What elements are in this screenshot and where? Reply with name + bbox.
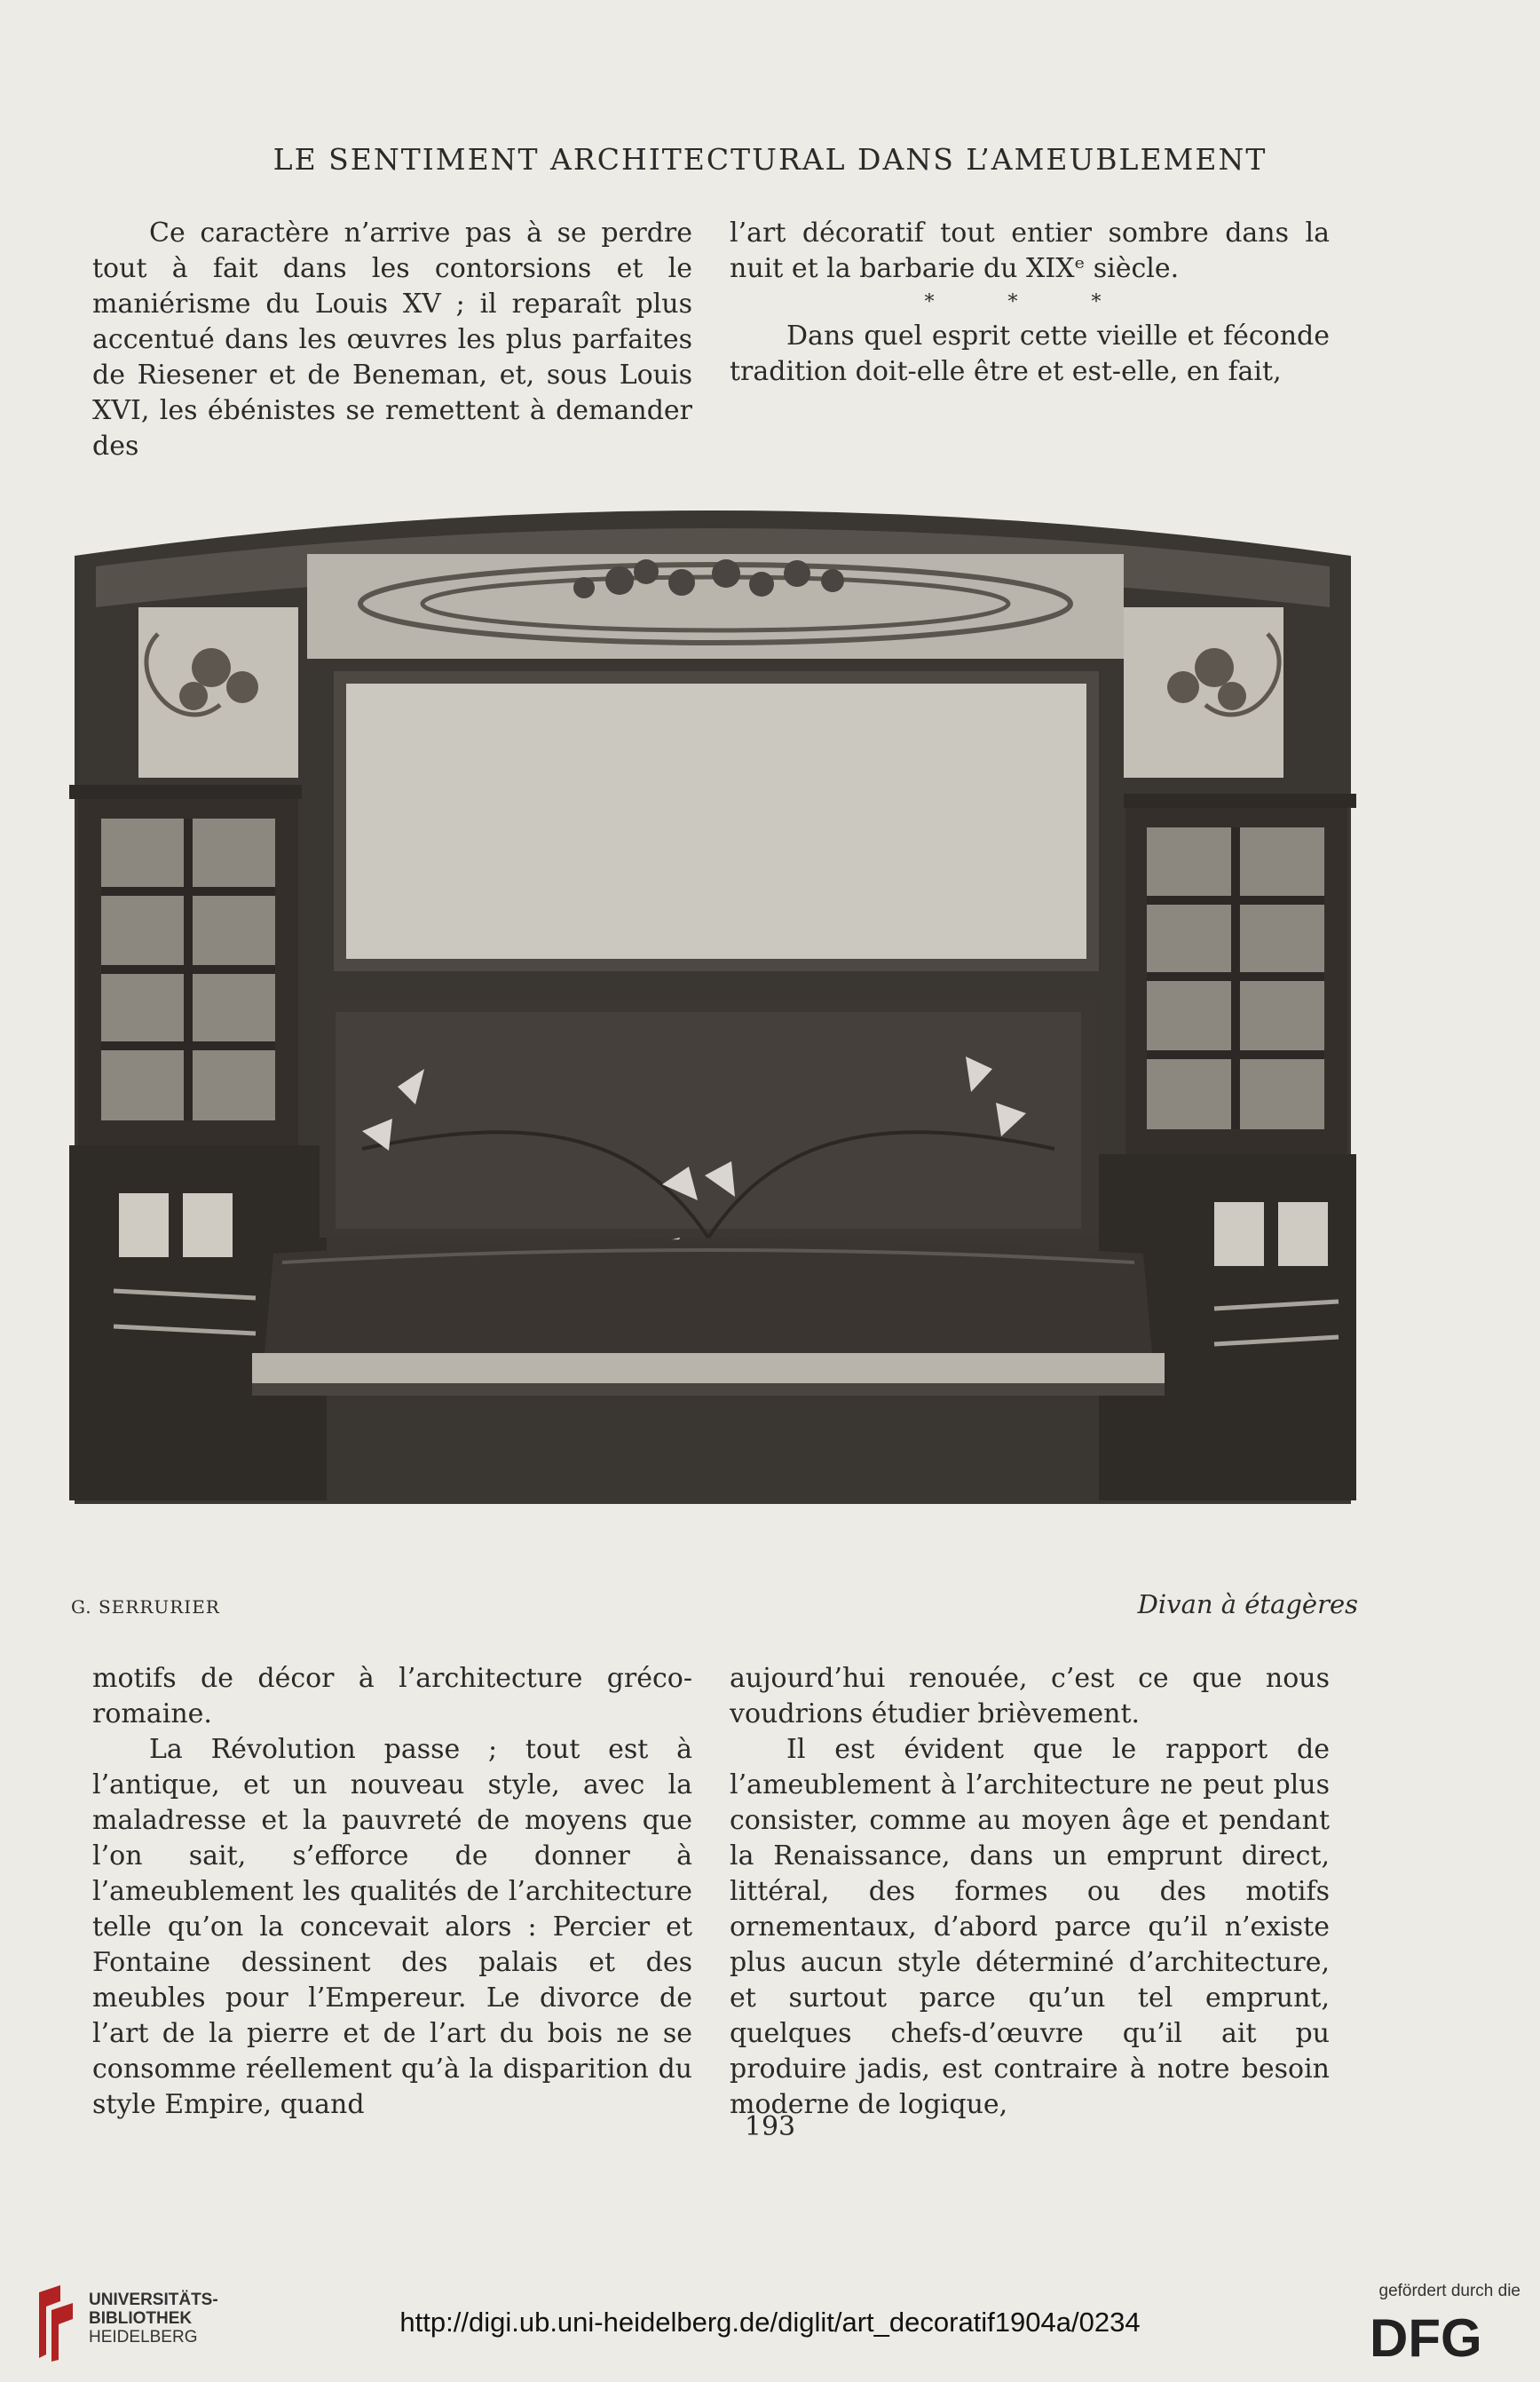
source-url-link[interactable]: http://digi.ub.uni-heidelberg.de/diglit/art_decoratif1904a/0234 (399, 2307, 1141, 2338)
paragraph: l’art décoratif tout entier sombre dans la nuit et la barbarie du XIXᵉ siècle. (730, 218, 1330, 284)
caption-title: Divan à étagères (1137, 1589, 1358, 1619)
page-number: 193 (744, 2111, 796, 2142)
paragraph: Ce caractère n’arrive pas à se perdre tout à fait dans les contorsions et le maniérisme du Louis XV ; il reparaît plus accentué dans les œuvres les plus parfaites de Riesener et de Beneman, et, sous Louis XVI, les ébénistes se remettent à demander des (92, 218, 692, 462)
running-head: LE SENTIMENT ARCHITECTURAL DANS L’AMEUBLEMENT (272, 142, 1268, 177)
paragraph: Il est évident que le rapport de l’ameublement à l’architecture ne peut plus consister, comme au moyen âge et pendant la Renaissance, dans un emprunt direct, littéral, des formes ou des motifs ornementaux, d’abord parce qu’il n’existe plus aucun style déterminé d’architecture, et surtout parce qu’un tel emprunt, quelques chefs-d’œuvre qu’il ait pu produire jadis, est contraire à notre besoin moderne de logique, (730, 1734, 1330, 2120)
svg-text:DFG: DFG (1370, 2308, 1482, 2363)
column-bottom-left (92, 1661, 692, 2123)
funding-note: gefördert durch die (1378, 2282, 1520, 2300)
asterism: * * * (924, 291, 1135, 313)
library-name: UNIVERSITÄTS- BIBLIOTHEK HEIDELBERG (89, 2291, 218, 2346)
digitization-footer (0, 2273, 1540, 2382)
column-top-right (730, 216, 1330, 390)
furniture-photograph (69, 474, 1356, 1582)
paragraph: aujourd’hui renouée, c’est ce que nous voudrions étudier brièvement. (730, 1663, 1330, 1729)
paragraph: La Révolution passe ; tout est à l’antique, et un nouveau style, avec la maladresse et la pauvreté de moyens que l’on sait, s’efforce de donner à l’ameublement les qualités de l’architecture telle qu’on la concevait alors : Percier et Fontaine dessinent des palais et des meubles pour l’Empereur. Le divorce de l’art de la pierre et de l’art du bois ne se consomme réellement qu’à la disparition du style Empire, quand (92, 1734, 692, 2120)
dfg-logo-icon (1370, 2308, 1520, 2363)
paragraph: motifs de décor à l’architecture gréco-romaine. (92, 1663, 692, 1729)
caption-author: G. SERRURIER (71, 1596, 220, 1618)
column-bottom-right (730, 1661, 1330, 2123)
column-top-left (92, 216, 692, 464)
paragraph: Dans quel esprit cette vieille et féconde tradition doit-elle être et est-elle, en fait, (730, 321, 1330, 387)
